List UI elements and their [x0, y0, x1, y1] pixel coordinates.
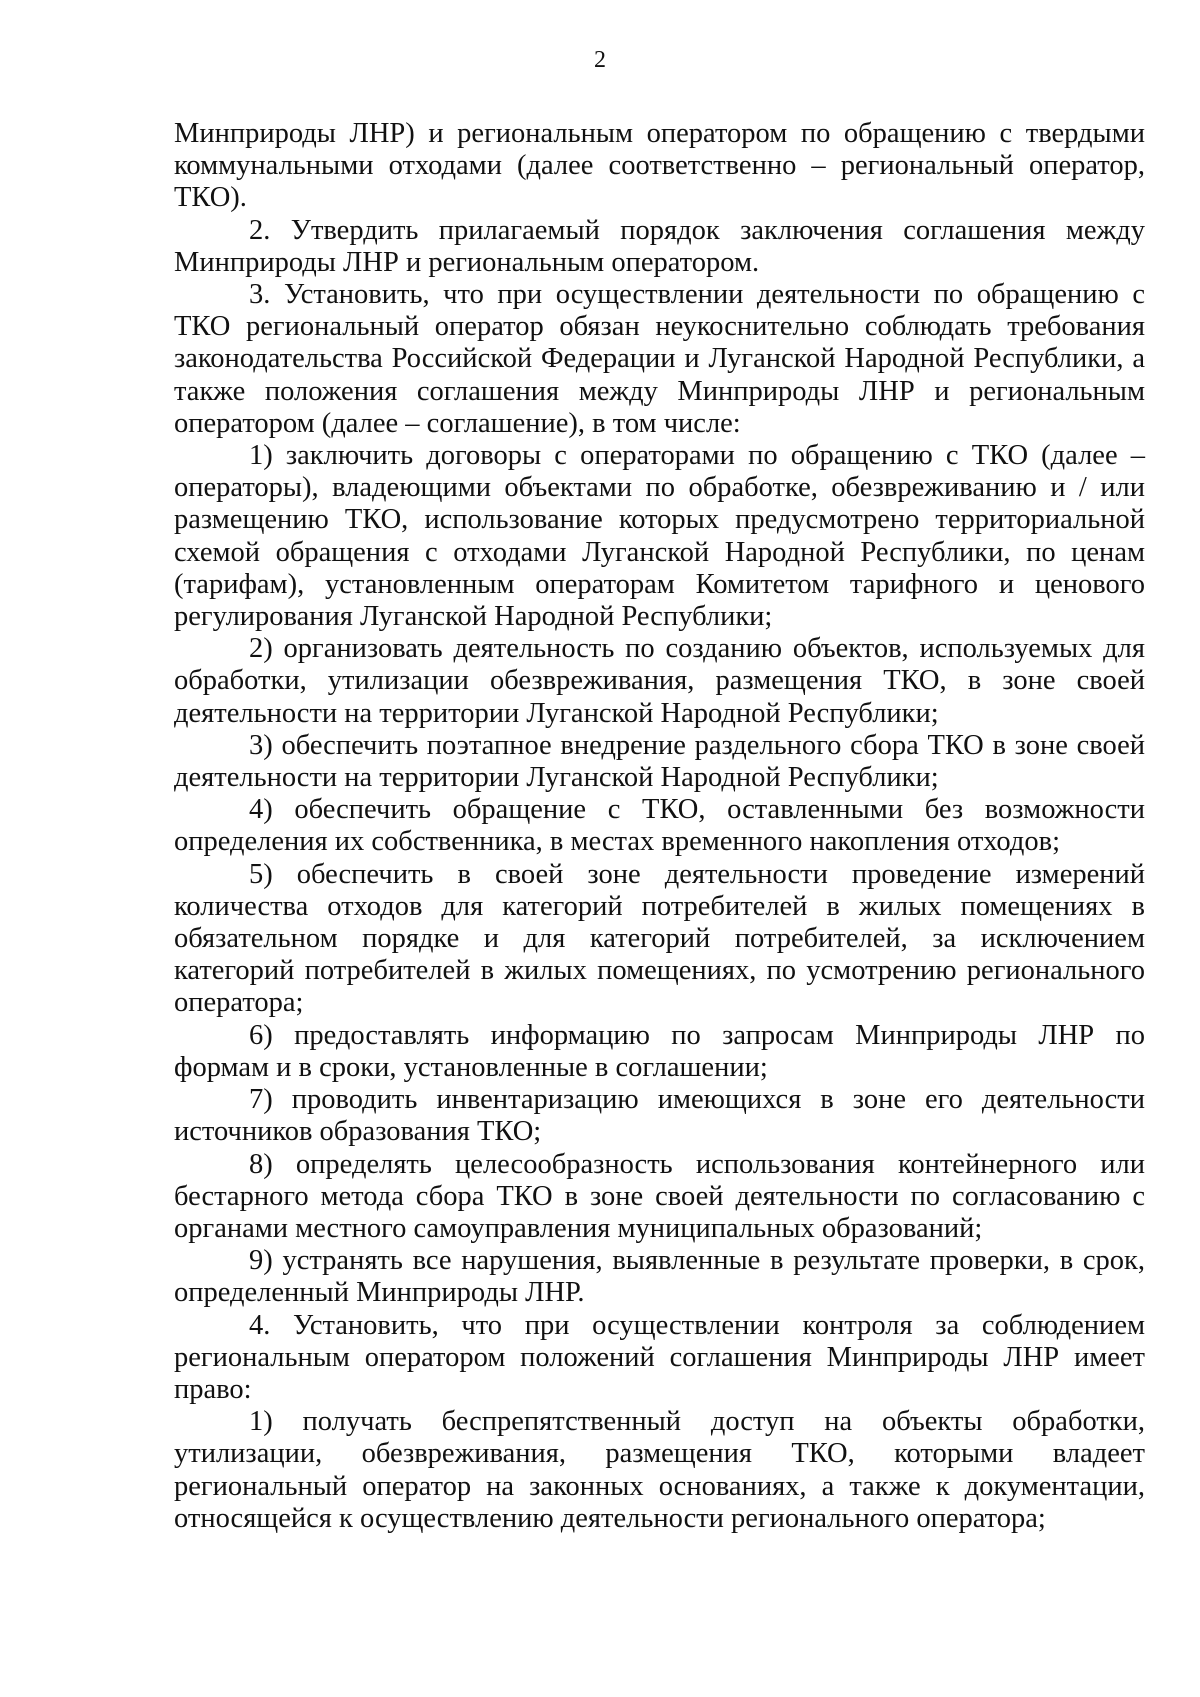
subitem-3-8: 8) определять целесообразность использования контейнерного или бестарного метода сбора ТКО в зоне своей деятельности по согласованию с органами местного самоуправления муниципальных образований;: [174, 1148, 1145, 1244]
subitem-4-1: 1) получать беспрепятственный доступ на объекты обработки, утилизации, обезвреживания, размещения ТКО, которыми владеет региональный оператор на законных основаниях, а также к документации, относящейся к осуществлению деятельности регионального оператора;: [174, 1406, 1145, 1534]
paragraph-item-4: 4. Установить, что при осуществлении контроля за соблюдением региональным оператором положений соглашения Минприроды ЛНР имеет право:: [174, 1309, 1145, 1405]
subitem-3-2: 2) организовать деятельность по созданию объектов, используемых для обработки, утилизации обезвреживания, размещения ТКО, в зоне своей деятельности на территории Луганской Народной Республики;: [174, 633, 1145, 729]
subitem-3-3: 3) обеспечить поэтапное внедрение раздельного сбора ТКО в зоне своей деятельности на территории Луганской Народной Республики;: [174, 729, 1145, 794]
document-body: [174, 118, 1145, 1535]
subitem-3-6: 6) предоставлять информацию по запросам Минприроды ЛНР по формам и в сроки, установленные в соглашении;: [174, 1019, 1145, 1083]
paragraph-item-3: 3. Установить, что при осуществлении деятельности по обращению с ТКО региональный оператор обязан неукоснительно соблюдать требования законодательства Российской Федерации и Луганской Народной Республики, а также положения соглашения между Минприроды ЛНР и региональным оператором (далее – соглашение), в том числе:: [174, 279, 1145, 439]
subitem-3-1: 1) заключить договоры с операторами по обращению с ТКО (далее – операторы), владеющими объектами по обработке, обезвреживанию и / или размещению ТКО, использование которых предусмотрено территориальной схемой обращения с отходами Луганской Народной Республики, по ценам (тарифам), установленным операторам Комитетом тарифного и ценового регулирования Луганской Народной Республики;: [174, 440, 1145, 633]
subitem-3-4: 4) обеспечить обращение с ТКО, оставленными без возможности определения их собственника, в местах временного накопления отходов;: [174, 794, 1145, 858]
page-number: 2: [594, 47, 606, 73]
subitem-3-9: 9) устранять все нарушения, выявленные в результате проверки, в срок, определенный Минприроды ЛНР.: [174, 1245, 1145, 1309]
paragraph-continuation: Минприроды ЛНР) и региональным оператором по обращению с твердыми коммунальными отходами (далее соответственно – региональный оператор, ТКО).: [174, 118, 1145, 214]
subitem-3-5: 5) обеспечить в своей зоне деятельности проведение измерений количества отходов для категорий потребителей в жилых помещениях в обязательном порядке и для категорий потребителей, за исключением категорий потребителей в жилых помещениях, по усмотрению регионального оператора;: [174, 858, 1145, 1019]
subitem-3-7: 7) проводить инвентаризацию имеющихся в зоне его деятельности источников образования ТКО;: [174, 1084, 1145, 1148]
paragraph-item-2: 2. Утвердить прилагаемый порядок заключения соглашения между Минприроды ЛНР и региональным оператором.: [174, 214, 1145, 278]
